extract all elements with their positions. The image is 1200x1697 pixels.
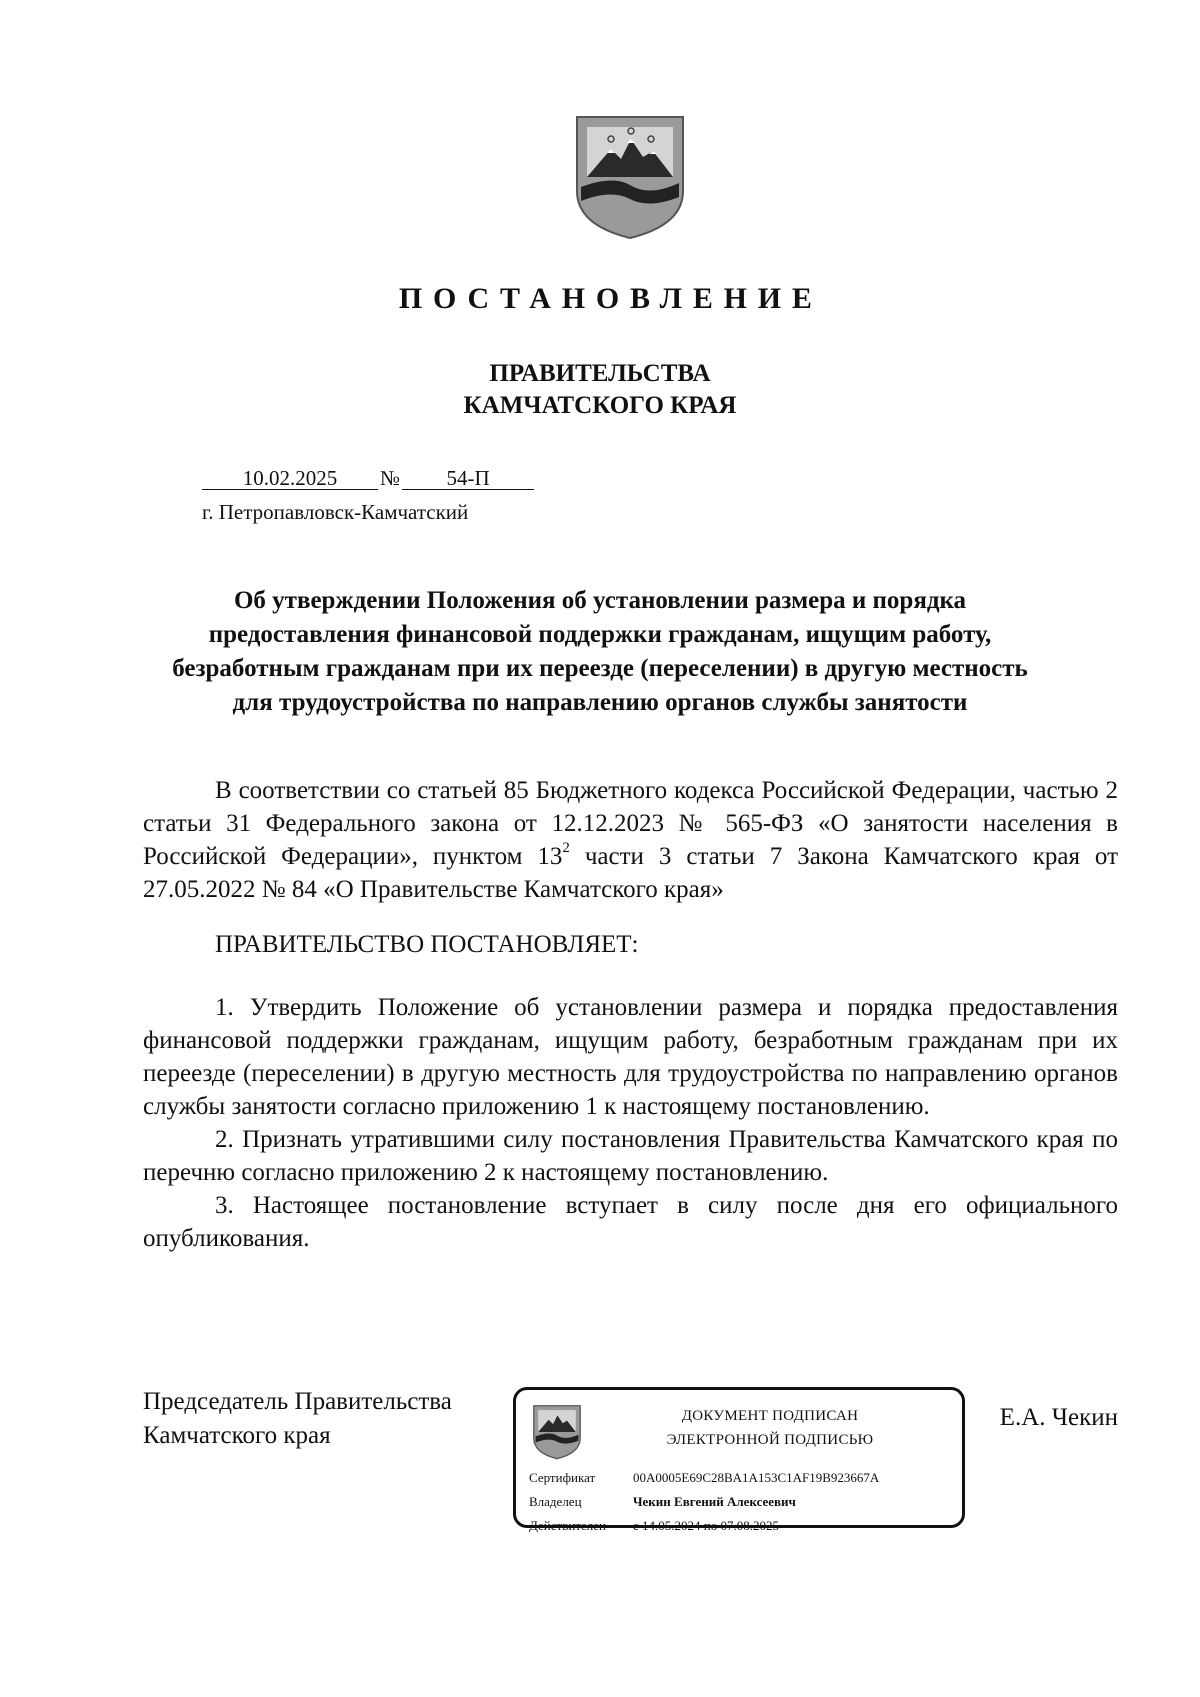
document-title bbox=[100, 584, 1100, 720]
authority-line-1: ПРАВИТЕЛЬСТВА bbox=[489, 360, 711, 387]
list-item: 3. Настоящее постановление вступает в силу после дня его официального опубликования. bbox=[143, 1192, 1118, 1252]
list-item: 2. Признать утратившими силу постановления Правительства Камчатского края по перечню согласно приложению 2 к настоящему постановлению. bbox=[143, 1126, 1118, 1186]
title-line-4: для трудоустройства по направлению органов службы занятости bbox=[232, 689, 968, 716]
certificate-label: Сертификат bbox=[529, 1470, 596, 1485]
stamp-owner-row bbox=[529, 1494, 796, 1510]
stamp-header bbox=[596, 1404, 944, 1452]
date-number-row bbox=[202, 466, 534, 491]
stamp-header-line-2: ЭЛЕКТРОННОЙ ПОДПИСЬЮ bbox=[666, 1432, 874, 1448]
stamp-validity-row bbox=[529, 1518, 779, 1534]
signatory-title-line-1: Председатель Правительства bbox=[143, 1388, 452, 1415]
issue-city: г. Петропавловск-Камчатский bbox=[202, 500, 469, 524]
validity-value: с 14.05.2024 по 07.08.2025 bbox=[633, 1518, 779, 1533]
issuing-authority bbox=[0, 358, 1200, 422]
kamchatka-coat-of-arms-icon bbox=[573, 113, 687, 241]
number-sign: № bbox=[380, 466, 401, 490]
authority-line-2: КАМЧАТСКОГО КРАЯ bbox=[463, 392, 737, 419]
kamchatka-coat-of-arms-icon bbox=[532, 1404, 582, 1460]
preamble-paragraph bbox=[143, 774, 1118, 906]
document-date: 10.02.2025 bbox=[202, 467, 378, 490]
signatory-name: Е.А. Чекин bbox=[999, 1404, 1118, 1431]
title-line-1: Об утверждении Положения об установлении размера и порядка bbox=[233, 587, 967, 614]
certificate-value: 00A0005E69C28BA1A153C1AF19B923667A bbox=[633, 1470, 880, 1485]
decree-statement: ПРАВИТЕЛЬСТВО ПОСТАНОВЛЯЕТ: bbox=[215, 931, 639, 958]
validity-label: Действителен bbox=[529, 1518, 606, 1533]
document-body bbox=[143, 774, 1118, 1255]
stamp-header-line-1: ДОКУМЕНТ ПОДПИСАН bbox=[681, 1408, 859, 1424]
document-type-heading: ПОСТАНОВЛЕНИЕ bbox=[398, 282, 823, 315]
preamble-text-1: В соответствии со статьей 85 Бюджетного кодекса Российской Федерации, частью 2 статьи 31 Федерального закона от 12.12.2023 № 565-ФЗ «О занятости населения в Российской Федерации», пунктом 13 bbox=[143, 777, 1118, 870]
electronic-signature-stamp bbox=[513, 1387, 965, 1533]
owner-label: Владелец bbox=[529, 1494, 582, 1509]
signatory-title bbox=[143, 1385, 452, 1453]
list-item: 1. Утвердить Положение об установлении размера и порядка предоставления финансовой поддержки гражданам, ищущим работу, безработным гражданам при их переезде (переселении) в другую местность для трудоустройства по направлению органов службы занятости согласно приложению 1 к настоящему постановлению. bbox=[143, 994, 1118, 1120]
stamp-certificate-row bbox=[529, 1470, 879, 1486]
owner-value: Чекин Евгений Алексеевич bbox=[633, 1494, 796, 1509]
preamble-superscript: 2 bbox=[562, 839, 570, 856]
title-line-3: безработным гражданам при их переезде (переселении) в другую местность bbox=[172, 655, 1028, 682]
document-number: 54-П bbox=[402, 467, 534, 490]
signatory-title-line-2: Камчатского края bbox=[143, 1422, 331, 1449]
preamble-text-2: части 3 статьи 7 Закона Камчатского края от 27.05.2022 № 84 «О Правительстве Камчатского края» bbox=[143, 843, 1118, 903]
title-line-2: предоставления финансовой поддержки гражданам, ищущим работу, bbox=[208, 621, 992, 648]
